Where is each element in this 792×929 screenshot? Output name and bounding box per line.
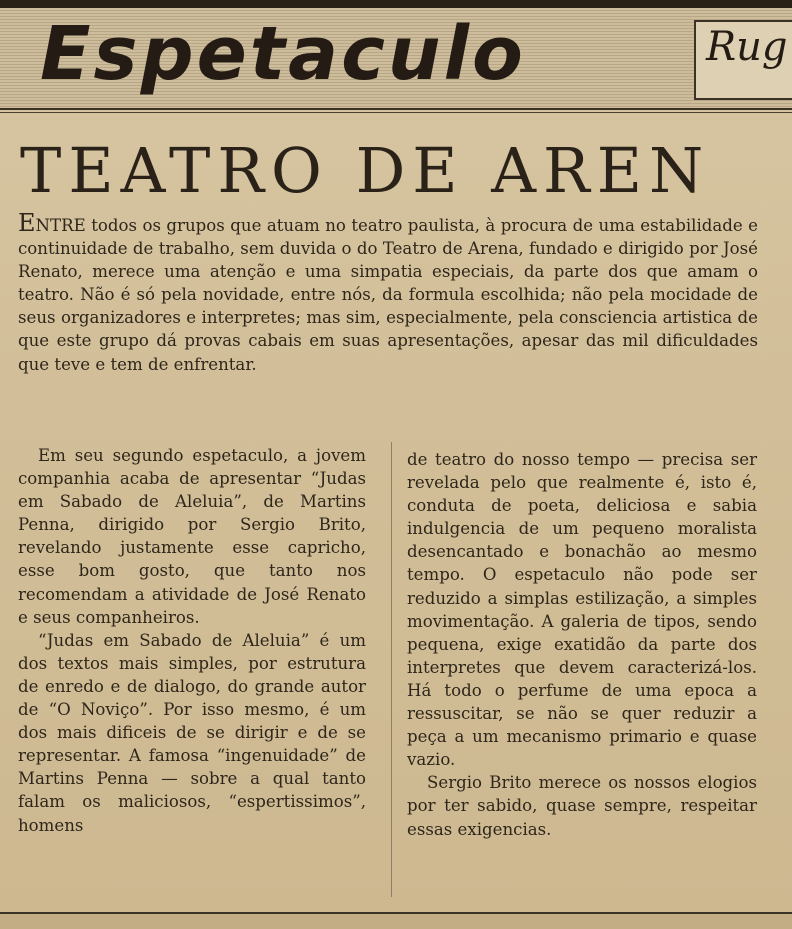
body-paragraph: “Judas em Sabado de Aleluia” é um dos textos mais simples, por estrutura de enredo e de dialogo, do grande autor de “O Noviço”. Por isso mesmo, é um dos mais dificeis de se dirigir e de se representar. A famosa “ingenuidade” de Martins Penna — sobre a qual tanto falam os maliciosos, “espertissimos”, homens <box>18 630 366 835</box>
columnist-box <box>694 20 792 100</box>
body-paragraph: de teatro do nosso tempo — precisa ser revelada pelo que realmente é, isto é, conduta de poeta, deliciosa e sabia indulgencia de um pequeno moralista desencantado e bonachão ao mesmo tempo. O espetaculo não pode ser reduzido a simplas estilização, a simples movimentação. A galeria de tipos, sendo pequena, exige exatidão da parte dos interpretes que devem caracterizá-los. Há todo o perfume de uma epoca a ressuscitar, se não se quer reduzir a peça a um mecanismo primario e quase vazio. <box>407 450 757 770</box>
lead-initial: E <box>18 209 36 237</box>
right-column <box>407 448 757 841</box>
lead-paragraph <box>18 209 758 376</box>
column-divider <box>391 442 392 897</box>
body-paragraph: Sergio Brito merece os nossos elogios por ter sabido, quase sempre, respeitar essas exigencias. <box>407 773 757 839</box>
columnist-name: Rug <box>706 24 788 70</box>
page-edge <box>0 914 792 929</box>
masthead-rule <box>0 112 792 113</box>
scan-edge <box>0 0 792 8</box>
section-title: Espetaculo <box>40 11 526 97</box>
section-masthead <box>0 8 792 110</box>
body-paragraph: Em seu segundo espetaculo, a jovem companhia acaba de apresentar “Judas em Sabado de Aleluia”, de Martins Penna, dirigido por Sergio Brito, revelando justamente esse capricho, esse bom gosto, que tanto nos recomendam a atividade de José Renato e seus companheiros. <box>18 446 366 627</box>
left-column <box>18 444 366 837</box>
article-headline: TEATRO DE AREN <box>20 134 711 207</box>
lead-text: NTRE todos os grupos que atuam no teatro paulista, à procura de uma estabilidade e continuidade de trabalho, sem duvida o do Teatro de Arena, fundado e dirigido por José Renato, merece uma atenção e uma simpatia especiais, da parte dos que amam o teatro. Não é só pela novidade, entre nós, da formula escolhida; não pela mocidade de seus organizadores e interpretes; mas sim, especialmente, pela consciencia artistica de que este grupo dá provas cabais em suas apresentações, apesar das mil dificuldades que teve e tem de enfrentar. <box>18 216 758 374</box>
